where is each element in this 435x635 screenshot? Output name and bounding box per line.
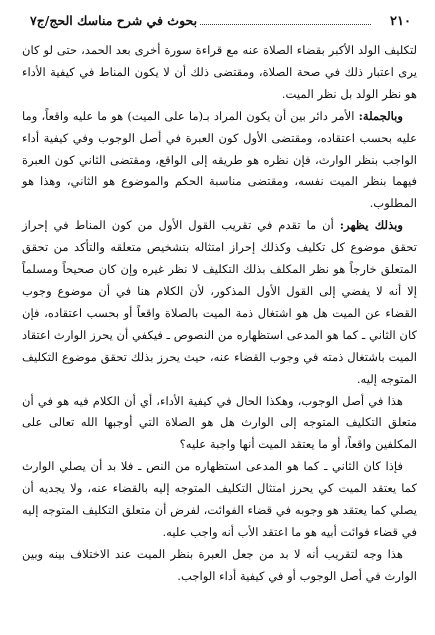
paragraph-text: هذا في أصل الوجوب، وهكذا الحال في كيفية الأداء، أي أن الكلام فيه هو في أن متعلق التكليف المتوجه إلى الوارث هل هو الصلاة التي أوجبها الله تعالى على المكلفين واقعاً، أو ما يعتقد الميت أنها واجبة عليه؟ — [22, 393, 417, 452]
page-header — [22, 8, 417, 34]
paragraph-2 — [22, 106, 417, 216]
paragraph-4 — [22, 391, 417, 457]
paragraph-text: فإذا كان الثاني ـ كما هو المدعى استظهاره من النص ـ فلا بد أن يصلي الوارث كما يعتقد الميت كي يحرز امتثال التكليف المتوجه إليه بالقضاء عنه، ولا يجديه أن يصلي كما يعتقد هو وجوبه في قضاء الفوائت، لفرض أن متعلق التكليف المتوجه إليه في قضاء فوائت أبيه هو ما اعتقد الأب أنه واجب عليه. — [22, 459, 417, 539]
running-title: بحوث في شرح مناسك الحج/ج٧ — [30, 13, 198, 28]
paragraph-text: لتكليف الولد الأكبر بقضاء الصلاة عنه مع قراءة سورة أخرى بعد الحمد، حتى لو كان يرى اعتبار ذلك في صحة الصلاة، ومقتضى ذلك أن لا يكون المناط في كيفية الأداء هو نظر الولد بل نظر الميت. — [22, 43, 417, 101]
paragraph-1 — [22, 40, 417, 106]
paragraph-3 — [22, 215, 417, 390]
paragraph-text: أن ما تقدم في تقريب القول الأول من كون المناط في إحراز تحقق موضوع كل تكليف وكذلك إحراز امتثاله بتشخيص متعلقه والتأكد من تحقق المتعلق خارجاً هو نظر المكلف بذلك التكليف لا نظر غيره وإن كان صحيحاً ومسلماً إلا أنه لا يفضي إلى القول الأول المذكور، لأن الكلام هنا في أن موضوع وجوب القضاء عن الميت هل هو اشتغال ذمة الميت بالصلاة واقعاً أو بحسب اعتقاده، فإن كان الثاني ـ كما هو المدعى استظهاره من النصوص ـ فيكفي أن يحرز الوارث اعتقاد الميت باشتغال ذمته في وجوب القضاء عنه، حيث يحرز بذلك تحقق موضوع التكليف المتوجه إليه. — [22, 218, 417, 386]
page-body — [22, 40, 417, 588]
dotted-leader — [200, 24, 371, 25]
page-number: ٢١٠ — [390, 14, 411, 29]
paragraph-text: هذا وجه لتقريب أنه لا بد من جعل العبرة بنظر الميت عند الاختلاف بينه وبين الوارث في أصل الوجوب أو في كيفية أداء الواجب. — [22, 546, 417, 583]
paragraph-lead: وبالجملة: — [358, 108, 403, 123]
paragraph-5 — [22, 456, 417, 544]
paragraph-6 — [22, 544, 417, 588]
paragraph-text: الأمر دائر بين أن يكون المراد بـ(ما على الميت) هو ما عليه واقعاً، وما عليه بحسب اعتقاده، ومقتضى الأول كون العبرة في أصل الوجوب وفي كيفية أداء الواجب بنظر الوارث، فإن نظره هو طريقه إلى الواقع، ومقتضى الثاني كون العبرة فيهما بنظر الميت نفسه، ومقتضى مناسبة الحكم والموضوع هو الثاني، وهذا هو المطلوب. — [22, 108, 417, 211]
paragraph-lead: وبذلك يظهر: — [339, 218, 403, 233]
